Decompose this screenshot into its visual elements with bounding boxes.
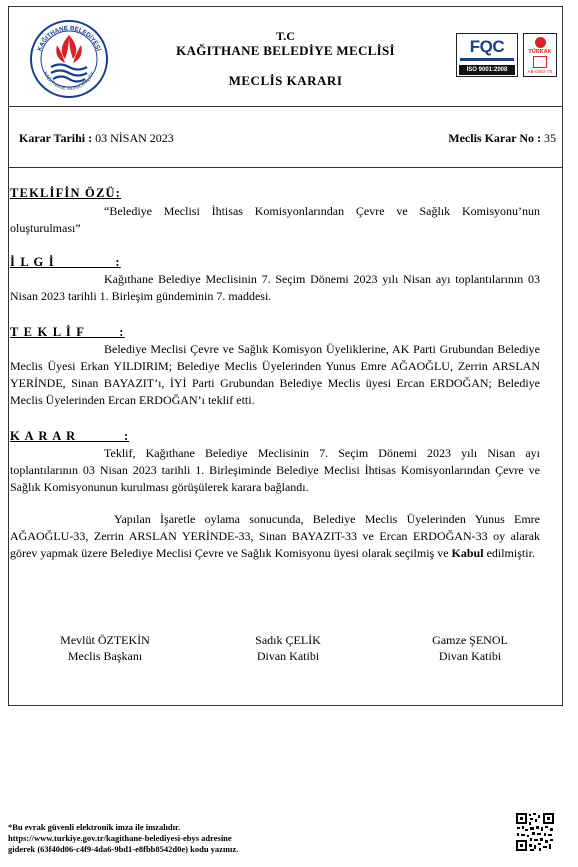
tc-label: T.C (276, 29, 295, 43)
e-signature-note (8, 822, 488, 855)
footer-line-1: *Bu evrak güvenli elektronik imza ile imzalıdır. (8, 822, 181, 832)
date-value: 03 NİSAN 2023 (92, 131, 174, 145)
reference-text: Kağıthane Belediye Meclisinin 7. Seçim Dönemi 2023 yılı Nisan ayı toplantılarının 03 Nisan 2023 tarihli 1. Birleşim gündeminin 7. maddesi. (10, 272, 540, 303)
fqc-certificate-badge (456, 33, 518, 77)
page-title: MECLİS KARARI (228, 73, 343, 88)
reference-title: İ L G İ : (10, 255, 121, 269)
footer-line-3: giderek (63f40d06-c4f9-4da6-9bd1-e8fbb8542d0e) kodu yazınız. (8, 844, 239, 854)
svg-text:KAĞITHANE BELEDİYESİ: KAĞITHANE BELEDİYESİ (36, 24, 102, 52)
signature-clerk-1 (208, 632, 368, 664)
decision-text: Teklif, Kağıthane Belediye Meclisinin 7. Seçim Dönemi 2023 yılı Nisan ayı toplantılarının 03 Nisan 2023 tarihli 1. Birleşiminde Belediye Meclisi İhtisas Komisyonlarından Çevre ve Sağlık Komisyonunun kurulması görüşülerek karara bağlandı. (10, 446, 540, 494)
fqc-letters: FQC (469, 37, 505, 56)
proposal-summary-text: “Belediye Meclisi İhtisas Komisyonlarından Çevre ve Sağlık Komisyonu’nun oluşturulması” (10, 204, 540, 235)
turkak-check-icon (533, 56, 547, 68)
proposal-summary-title: TEKLİFİN ÖZÜ: (10, 186, 122, 200)
proposal-title: T E K L İ F : (10, 325, 125, 339)
signature-name: Sadık ÇELİK (255, 633, 321, 647)
vote-result-text (10, 511, 540, 562)
decision-meta (9, 106, 562, 168)
signature-role: Divan Katibi (256, 649, 320, 663)
decision-date (19, 131, 174, 146)
turkak-label: TÜRKAK (528, 49, 552, 55)
svg-text:KAĞITHANE MUNICIPALITY: KAĞITHANE MUNICIPALITY (41, 70, 97, 93)
turkak-logo-icon (535, 37, 546, 48)
signature-role: Divan Katibi (438, 649, 502, 663)
signature-name: Gamze ŞENOL (432, 633, 508, 647)
document-header (9, 7, 562, 107)
signature-clerk-2 (390, 632, 550, 664)
footer-line-2[interactable]: https://www.turkiye.gov.tr/kagithane-belediyesi-ebys adresine (8, 833, 232, 843)
number-value: 35 (541, 131, 556, 145)
signature-president (25, 632, 185, 664)
proposal-text: Belediye Meclisi Çevre ve Sağlık Komisyon Üyeliklerine, AK Parti Grubundan Belediye Meclis Üyesi Erkan YILDIRIM; Belediye Meclis Üyelerinden Yunus Emre AĞAOĞLU, Zerrin ARSLAN YERİNDE, Sinan BAYAZIT’ı, İYİ Parti Grubundan Belediye Meclis üyesi Ercan ERDOĞAN; Belediye Meclis Üyelerinden Ercan ERDOĞAN’ı teklif etti. (10, 342, 540, 407)
council-name: KAĞITHANE BELEDİYE MECLİSİ (176, 43, 395, 58)
verification-qr-code (515, 812, 555, 852)
signature-role: Meclis Başkanı (67, 649, 143, 663)
turkak-code: AB-0083-TS (527, 69, 553, 74)
number-label: Meclis Karar No : (448, 131, 541, 145)
fqc-bar (460, 58, 514, 61)
iso-label: ISO 9001:2008 (459, 65, 515, 75)
turkak-badge (523, 33, 557, 77)
vote-text-part1: Yapılan İşaretle oylama sonucunda, Belediye Meclis Üyelerinden Yunus Emre AĞAOĞLU-33, Zerrin ARSLAN YERİNDE-33, Sinan BAYAZIT-33 ve Ercan ERDOĞAN-33 oy alarak görev yapmak üzere Belediye Meclisi Çevre ve Sağlık Komisyonu üyesi olarak seçilmiş ve (10, 512, 540, 560)
vote-accepted: Kabul (451, 546, 484, 560)
date-label: Karar Tarihi : (19, 131, 93, 145)
decision-title: K A R A R : (10, 429, 130, 443)
vote-text-part2: edilmiştir. (483, 546, 535, 560)
signature-name: Mevlüt ÖZTEKİN (60, 633, 150, 647)
decision-number (448, 131, 556, 146)
